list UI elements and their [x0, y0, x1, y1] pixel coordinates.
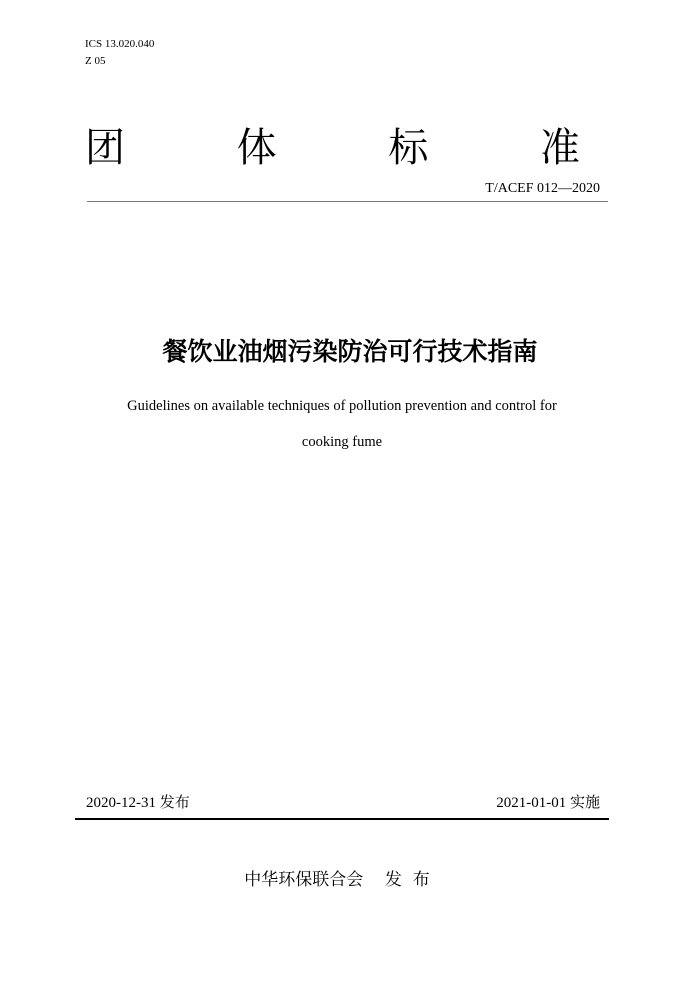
- header-divider: [87, 201, 608, 202]
- document-title-english-line-1: Guidelines on available techniques of pollution prevention and control for: [127, 398, 557, 414]
- implementation-date-label: 实施: [569, 793, 600, 811]
- ccs-code: Z 05: [85, 55, 106, 67]
- classification-codes: [85, 36, 154, 70]
- ics-code: ICS 13.020.040: [85, 38, 155, 50]
- category-char-2: 体: [236, 125, 277, 171]
- publisher-line: [0, 868, 674, 892]
- category-char-3: 标: [388, 125, 429, 171]
- implementation-date-value: 2021-01-01: [496, 795, 567, 811]
- category-char-4: 准: [539, 125, 580, 171]
- standard-category-title: [85, 126, 580, 170]
- issue-date: [86, 792, 190, 813]
- issue-date-label: 发布: [159, 793, 190, 811]
- standard-number: T/ACEF 012—2020: [485, 181, 600, 196]
- issue-date-value: 2020-12-31: [86, 795, 156, 811]
- publisher-action: 发 布: [384, 870, 430, 890]
- footer-divider: [75, 818, 609, 820]
- category-char-1: 团: [85, 125, 125, 171]
- publisher-name: 中华环保联合会: [244, 870, 364, 890]
- document-title-chinese: 餐饮业油烟污染防治可行技术指南: [162, 337, 538, 366]
- document-title-english-line-2: cooking fume: [301, 434, 383, 450]
- implementation-date: [496, 792, 600, 813]
